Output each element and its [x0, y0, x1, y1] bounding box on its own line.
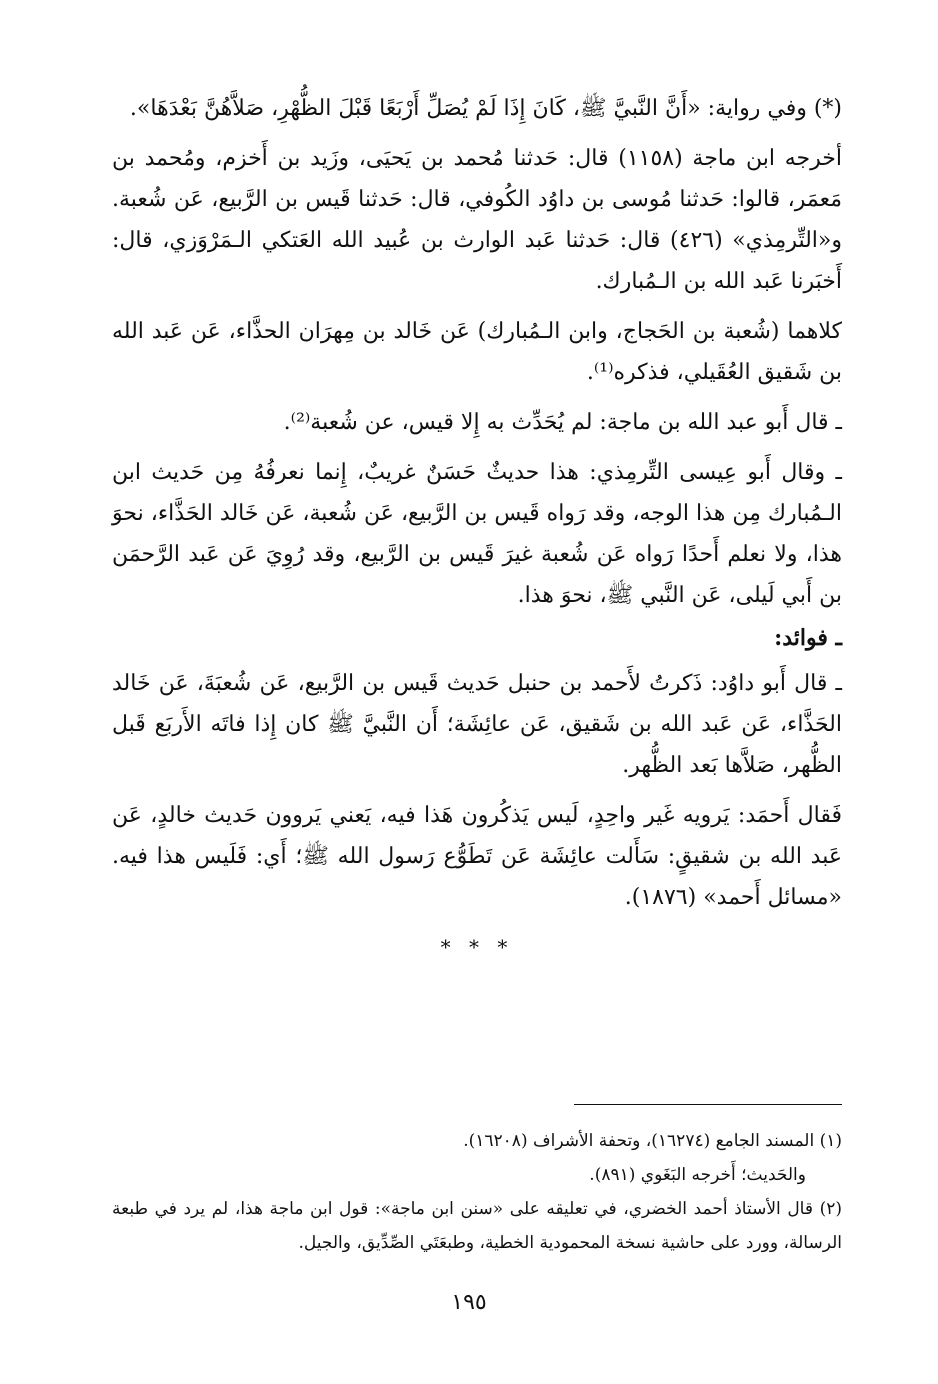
page-number: ١٩٥	[451, 1290, 487, 1315]
footnotes	[112, 1124, 842, 1260]
footnote-rule	[574, 1104, 842, 1105]
narration-paragraph: (*) وفي رواية: «أَنَّ النَّبيَّ ﷺ، كَانَ إِذَا لَمْ يُصَلِّ أَرْبَعًا قَبْلَ الظُّهْرِ، صَلاَّهُنَّ بَعْدَهَا».	[129, 96, 842, 121]
footnote-1: (١) المسند الجامع (١٦٢٧٤)، وتحفة الأشراف (١٦٢٠٨).	[463, 1131, 842, 1151]
footnote-2: (٢) قال الأستاذ أحمد الخضري، في تعليقه على «سنن ابن ماجة»: قول ابن ماجة هذا، لم يرد في طبعة الرسالة، وورد على حاشية نسخة المحمودية الخطية، وطبعَتَي الصِّدِّيق، والجيل.	[112, 1199, 842, 1253]
chain-paragraph: كلاهما (شُعبة بن الحَجاج، وابن الـمُبارك) عَن خَالد بن مِهرَان الحذَّاء، عَن عَبد الله بن شَقيق العُقَيلي، فذكره⁽¹⁾.	[112, 319, 842, 385]
tirmidhi-comment: ـ وقال أَبو عِيسى التِّرمِذي: هذا حديثٌ حَسَنٌ غريبٌ، إِنما نعرفُهُ مِن حَديث ابن الـمُبارك مِن هذا الوجه، وقد رَواه قَيس بن الرَّبيع، عَن شُعبة، عَن خَالد الحَذَّاء، نحوَ هذا، ولا نعلم أَحدًا رَواه عَن شُعبة غيرَ قَيس بن الرَّبيع، وقد رُوِيَ عَن عَبد الرَّحمَن بن أَبي لَيلى، عَن النَّبي ﷺ، نحوَ هذا.	[112, 460, 842, 608]
ibn-majah-comment: ـ قال أَبو عبد الله بن ماجة: لم يُحَدِّث به إِلا قيس، عن شُعبة⁽²⁾.	[283, 410, 842, 435]
main-text	[112, 88, 842, 976]
benefit-paragraph: فَقال أَحمَد: يَرويه غَير واحِدٍ، لَيس يَذكُرون هَذا فيه، يَعني يَروون حَديث خالدٍ، عَن عَبد الله بن شقيقٍ: سَأَلت عائِشَة عَن تَطَوُّع رَسول الله ﷺ؛ أَي: فَلَيس هذا فيه. «مسائل أَحمد» (١٨٧٦).	[112, 803, 842, 910]
section-separator: * * *	[440, 935, 514, 959]
footnote-1-continuation: والحَديث؛ أَخرجه البَغَوي (٨٩١).	[589, 1165, 806, 1185]
benefit-paragraph: ـ قال أَبو داوُد: ذَكرتُ لأَحمد بن حنبل حَديث قَيس بن الرَّبيع، عَن شُعبَةَ، عَن خَالد الحَذَّاء، عَن عَبد الله بن شَقيق، عَن عائِشَة؛ أَن النَّبيَّ ﷺ كان إِذا فاتَه الأَربَع قَبل الظُّهر، صَلاَّها بَعد الظُّهر.	[112, 671, 842, 778]
benefits-heading: ـ فوائد:	[774, 625, 842, 651]
takhrij-paragraph: أخرجه ابن ماجة (١١٥٨) قال: حَدثنا مُحمد بن يَحيَى، وزَيد بن أَخزم، ومُحمد بن مَعمَر، قالوا: حَدثنا مُوسى بن داوُد الكُوفي، قال: حَدثنا قَيس بن الرَّبيع، عَن شُعبة. و«التِّرمِذي» (٤٢٦) قال: حَدثنا عَبد الوارث بن عُبيد الله العَتكي الـمَرْوَزي، قال: أَخبَرنا عَبد الله بن الـمُبارك.	[112, 146, 843, 294]
